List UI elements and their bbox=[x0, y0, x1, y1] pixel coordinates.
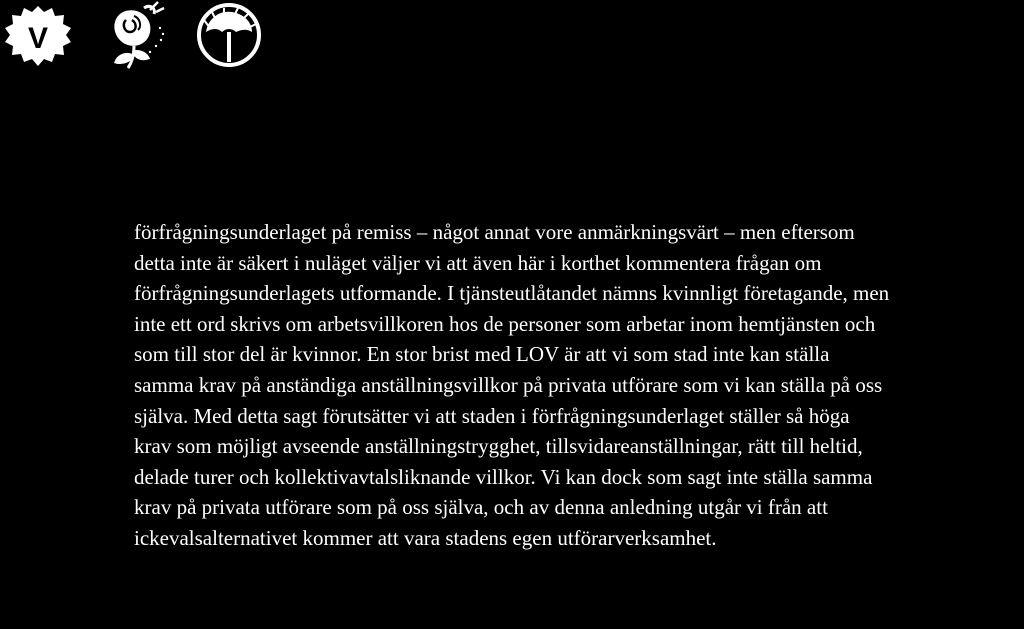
party-logos bbox=[0, 0, 280, 70]
paragraph-line-7: själva. Med detta sagt förutsätter vi att staden i förfrågningsunderlaget ställer så höga bbox=[134, 403, 850, 428]
paragraph-line-5: som till stor del är kvinnor. En stor brist med LOV är att vi som stad inte kan ställa bbox=[134, 342, 830, 367]
paragraph-line-6: samma krav på anständiga anställningsvillkor på privata utförare som vi kan ställa på oss bbox=[134, 372, 883, 397]
miljopartiet-dandelion-icon bbox=[190, 2, 268, 68]
paragraph-line-9: delade turer och kollektivavtalsliknande villkor. Vi kan dock som sagt inte ställa samma bbox=[134, 464, 873, 489]
paragraph-line-3: förfrågningsunderlagets utformande. I tjänsteutlåtandet nämns kvinnligt företagande, men bbox=[134, 281, 890, 306]
body-paragraph bbox=[134, 217, 1014, 554]
vansterpartiet-logo bbox=[4, 4, 72, 68]
paragraph-line-11: ickevalsalternativet kommer att vara stadens egen utförarverksamhet. bbox=[134, 525, 717, 550]
paragraph-line-4: inte ett ord skrivs om arbetsvillkoren hos de personer som arbetar inom hemtjänsten och bbox=[134, 311, 876, 336]
paragraph-line-10: krav på privata utförare som på oss själva, och av denna anledning utgår vi från att bbox=[134, 495, 828, 520]
socialdemokraterna-rose-icon bbox=[98, 0, 172, 70]
paragraph-line-8: krav som möjligt avseende anställningstrygghet, tillsvidareanställningar, rätt till heltid, bbox=[134, 434, 863, 459]
vansterpartiet-letter: V bbox=[27, 22, 49, 55]
paragraph-line-1: förfrågningsunderlaget på remiss – något annat vore anmärkningsvärt – men eftersom bbox=[134, 220, 855, 244]
paragraph-line-2: detta inte är säkert i nuläget väljer vi att även här i korthet kommentera frågan om bbox=[134, 250, 822, 275]
